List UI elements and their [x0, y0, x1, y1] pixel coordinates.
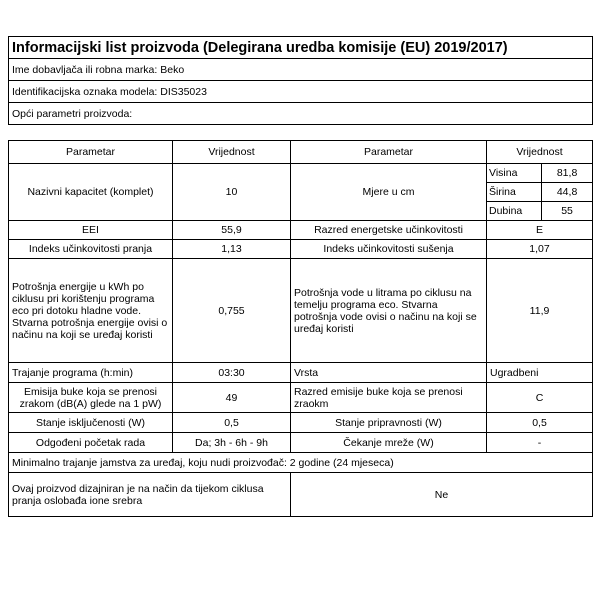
width-label: Širina [487, 183, 542, 202]
supplier-name: Ime dobavljača ili robna marka: Beko [9, 59, 593, 81]
duration-label: Trajanje programa (h:min) [9, 363, 173, 383]
water-consumption-label: Potrošnja vode u litrama po ciklusu na temelju programa eco. Stvarna potrošnja vode ovisi o načinu na koji se uređaj koristi [291, 259, 487, 363]
capacity-label: Nazivni kapacitet (komplet) [9, 164, 173, 221]
silver-ions-value: Ne [291, 473, 593, 517]
standby-value: 0,5 [487, 413, 593, 433]
capacity-value: 10 [173, 164, 291, 221]
drying-index-value: 1,07 [487, 240, 593, 259]
network-standby-value: - [487, 433, 593, 453]
eei-value: 55,9 [173, 221, 291, 240]
type-label: Vrsta [291, 363, 487, 383]
height-value: 81,8 [542, 164, 592, 183]
noise-class-value: C [487, 383, 593, 413]
dimensions-values [487, 164, 593, 221]
header-value-left: Vrijednost [173, 141, 291, 164]
product-information-sheet [8, 36, 592, 517]
duration-value: 03:30 [173, 363, 291, 383]
warranty-text: Minimalno trajanje jamstva za uređaj, koju nudi proizvođač: 2 godine (24 mjeseca) [9, 453, 593, 473]
dimensions-label: Mjere u cm [291, 164, 487, 221]
standby-label: Stanje pripravnosti (W) [291, 413, 487, 433]
noise-label: Emisija buke koja se prenosi zrakom (dB(A) glede na 1 pW) [9, 383, 173, 413]
energy-consumption-label: Potrošnja energije u kWh po ciklusu pri korištenju programa eco pri dotoku hladne vode. Stvarna potrošnja energije ovisi o načinu na koji se uređaj koristi [9, 259, 173, 363]
general-parameters-heading: Opći parametri proizvoda: [9, 103, 593, 125]
header-param-right: Parametar [291, 141, 487, 164]
noise-class-label: Razred emisije buke koja se prenosi zraokm [291, 383, 487, 413]
noise-value: 49 [173, 383, 291, 413]
delay-start-value: Da; 3h - 6h - 9h [173, 433, 291, 453]
energy-consumption-value: 0,755 [173, 259, 291, 363]
depth-value: 55 [561, 205, 573, 217]
header-param-left: Parametar [9, 141, 173, 164]
cleaning-index-label: Indeks učinkovitosti pranja [9, 240, 173, 259]
spacer [9, 125, 593, 141]
off-mode-value: 0,5 [173, 413, 291, 433]
energy-class-value: E [487, 221, 593, 240]
network-standby-label: Čekanje mreže (W) [291, 433, 487, 453]
off-mode-label: Stanje isključenosti (W) [9, 413, 173, 433]
eei-label: EEI [9, 221, 173, 240]
energy-class-label: Razred energetske učinkovitosti [291, 221, 487, 240]
info-table [8, 36, 593, 517]
header-value-right: Vrijednost [487, 141, 593, 164]
depth-label: Dubina [487, 202, 542, 221]
model-identifier: Identifikacijska oznaka modela: DIS35023 [9, 81, 593, 103]
delay-start-label: Odgođeni početak rada [9, 433, 173, 453]
width-value: 44,8 [542, 183, 592, 202]
silver-ions-label: Ovaj proizvod dizajniran je na način da tijekom ciklusa pranja oslobađa ione srebra [9, 473, 291, 517]
height-label: Visina [487, 164, 542, 183]
cleaning-index-value: 1,13 [173, 240, 291, 259]
drying-index-label: Indeks učinkovitosti sušenja [291, 240, 487, 259]
type-value: Ugradbeni [487, 363, 593, 383]
water-consumption-value: 11,9 [487, 259, 593, 363]
sheet-title: Informacijski list proizvoda (Delegirana uredba komisije (EU) 2019/2017) [9, 37, 593, 59]
